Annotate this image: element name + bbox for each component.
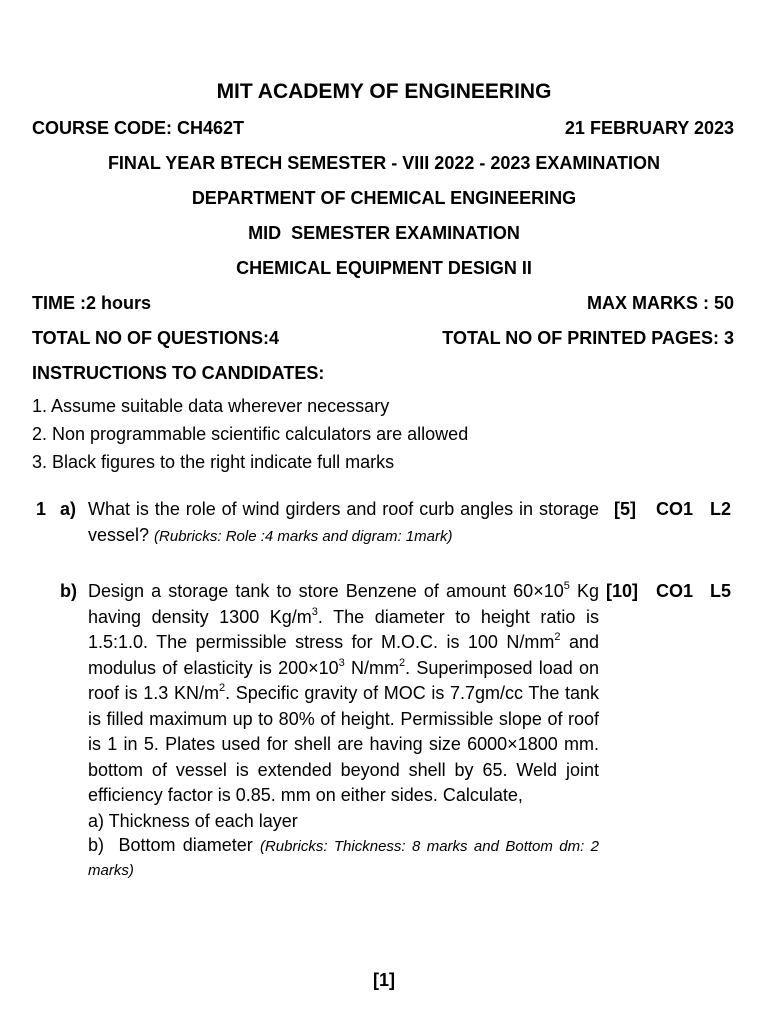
subject: CHEMICAL EQUIPMENT DESIGN II — [236, 258, 532, 278]
instruction-item: 2. Non programmable scientific calculators are allowed — [32, 424, 469, 444]
question-1b-text — [88, 579, 599, 882]
exam-line: FINAL YEAR BTECH SEMESTER - VIII 2022 - 2023 EXAMINATION — [107, 153, 661, 173]
question-1a-body: What is the role of wind girders and roof curb angles in storage vessel? — [88, 499, 599, 545]
question-1b-level: L5 — [710, 581, 732, 601]
time-allowed: TIME :2 hours — [32, 293, 152, 313]
question-1b-body: Design a storage tank to store Benzene of amount $60\times 10^5$ Kg having density 1300 $Kg/m^3$. The diameter to height ratio is 1.5:1.0. The permissible stress for M.O.C. is 100 $N/mm^2$ and modulus of elasticity is $200\times 10^3$ $N/mm^2$. Superimposed load on roof is 1.3 $KN/m^2$. Specific gravity of MOC is 7.7gm/cc The tank is filled maximum up to 80% of height. Permissible slope of roof is 1 in 5. Plates used for shell are having size 6000×1800 mm. bottom of vessel is extended beyond shell by 65. Weld joint efficiency factor is 0.85. mm on either sides. Calculate, — [88, 580, 600, 805]
question-1a-marks: [5] — [614, 499, 636, 519]
page-number: [1] — [373, 970, 395, 990]
exam-date: 21 FEBRUARY 2023 — [564, 118, 734, 138]
instruction-item: 3. Black figures to the right indicate full marks — [32, 452, 395, 472]
department: DEPARTMENT OF CHEMICAL ENGINEERING — [191, 188, 577, 208]
max-marks: MAX MARKS : 50 — [586, 293, 734, 313]
question-1b-marks: [10] — [606, 581, 639, 601]
total-questions: TOTAL NO OF QUESTIONS:4 — [32, 328, 280, 348]
question-1b-co: CO1 — [656, 581, 694, 601]
subquestion-label-a: a) — [60, 499, 77, 519]
question-number: 1 — [36, 499, 47, 519]
instructions-title: INSTRUCTIONS TO CANDIDATES: — [32, 363, 325, 383]
instruction-item: 1. Assume suitable data wherever necessary — [32, 396, 390, 416]
total-pages: TOTAL NO OF PRINTED PAGES: 3 — [442, 328, 734, 348]
question-1b-rubric: (Rubricks: Thickness: 8 marks and Bottom dm: 2 marks) — [88, 838, 600, 879]
question-1a-co: CO1 — [656, 499, 694, 519]
question-1b-sub-a: a) Thickness of each layer — [88, 810, 298, 831]
subquestion-label-b: b) — [60, 581, 77, 601]
course-code: COURSE CODE: CH462T — [32, 118, 245, 138]
question-1a-level: L2 — [710, 499, 732, 519]
question-1b-sub-b: b) Bottom diameter (Rubricks: Thickness: 8 marks and Bottom dm: 2 marks) — [88, 835, 600, 879]
exam-type: MID SEMESTER EXAMINATION — [248, 223, 520, 243]
question-1a-text — [88, 497, 599, 549]
question-1a-rubric: (Rubricks: Role :4 marks and digram: 1mark) — [154, 527, 453, 545]
institute-title: MIT ACADEMY OF ENGINEERING — [216, 80, 552, 103]
